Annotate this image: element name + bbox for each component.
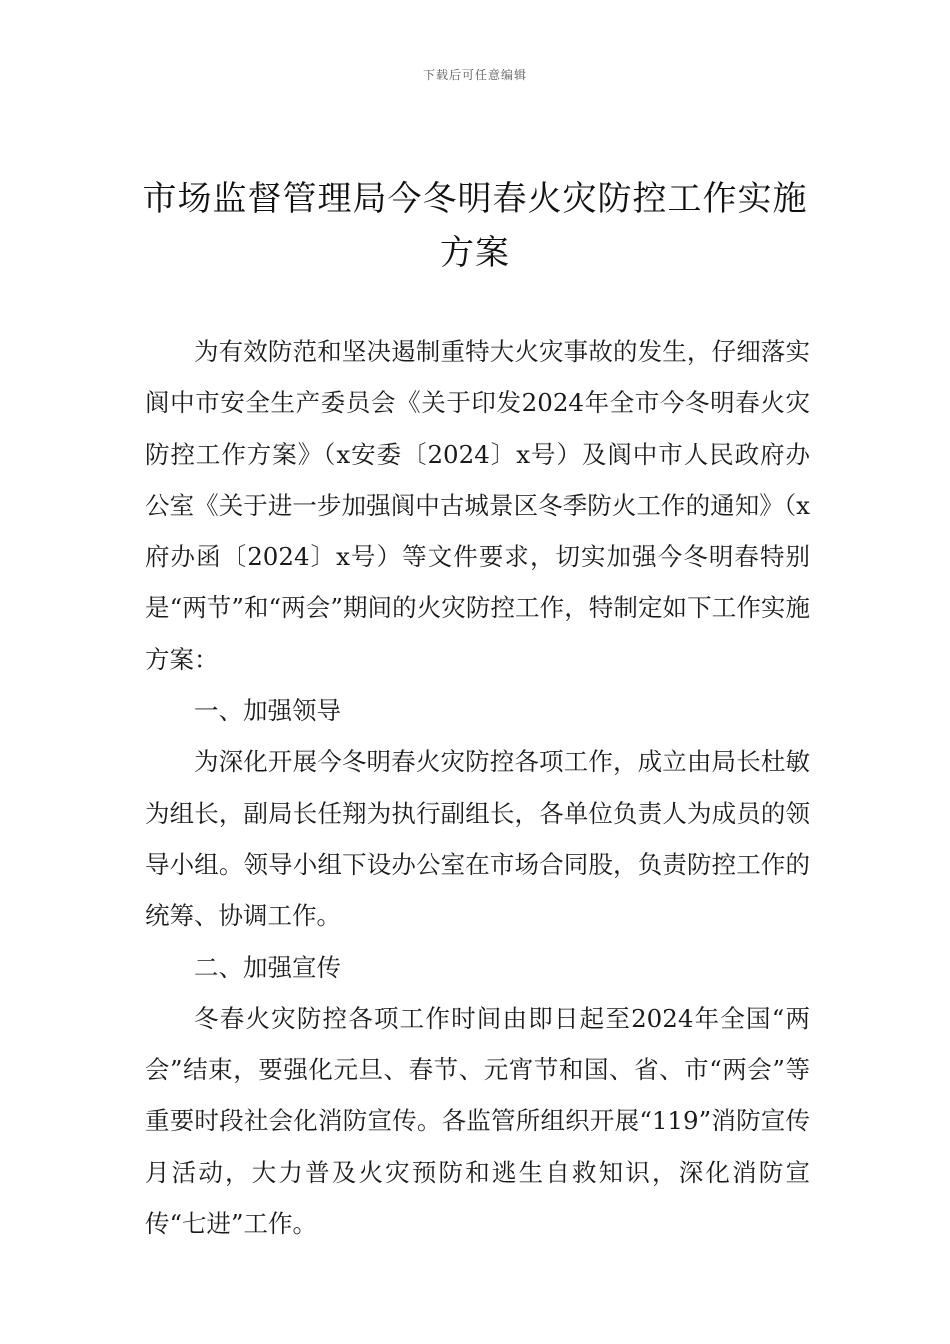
paragraph-intro: 为有效防范和坚决遏制重特大火灾事故的发生，仔细落实阆中市安全生产委员会《关于印发2024年全市今冬明春火灾防控工作方案》（x安委〔2024〕x号）及阆中市人民政府办公室《关于进一步加强阆中古城景区冬季防火工作的通知》（x府办函〔2024〕x号）等文件要求，切实加强今冬明春特别是“两节”和“两会”期间的火灾防控工作，特制定如下工作实施方案：	[145, 337, 810, 674]
section-heading-2: 二、加强宣传	[194, 952, 341, 982]
header-note: 下载后可任意编辑	[422, 68, 527, 82]
paragraph-section-1: 为深化开展今冬明春火灾防控各项工作，成立由局长杜敏为组长，副局长任翔为执行副组长，各单位负责人为成员的领导小组。领导小组下设办公室在市场合同股，负责防控工作的统筹、协调工作。	[145, 747, 810, 931]
document-title: 市场监督管理局今冬明春火灾防控工作实施方案	[142, 179, 808, 273]
document-body	[145, 326, 810, 1249]
section-heading-1: 一、加强领导	[194, 696, 341, 726]
paragraph-section-2: 冬春火灾防控各项工作时间由即日起至2024年全国“两会”结束，要强化元旦、春节、元宵节和国、省、市“两会”等重要时段社会化消防宣传。各监管所组织开展“119”消防宣传月活动，大力普及火灾预防和逃生自救知识，深化消防宣传“七进”工作。	[145, 1003, 810, 1239]
